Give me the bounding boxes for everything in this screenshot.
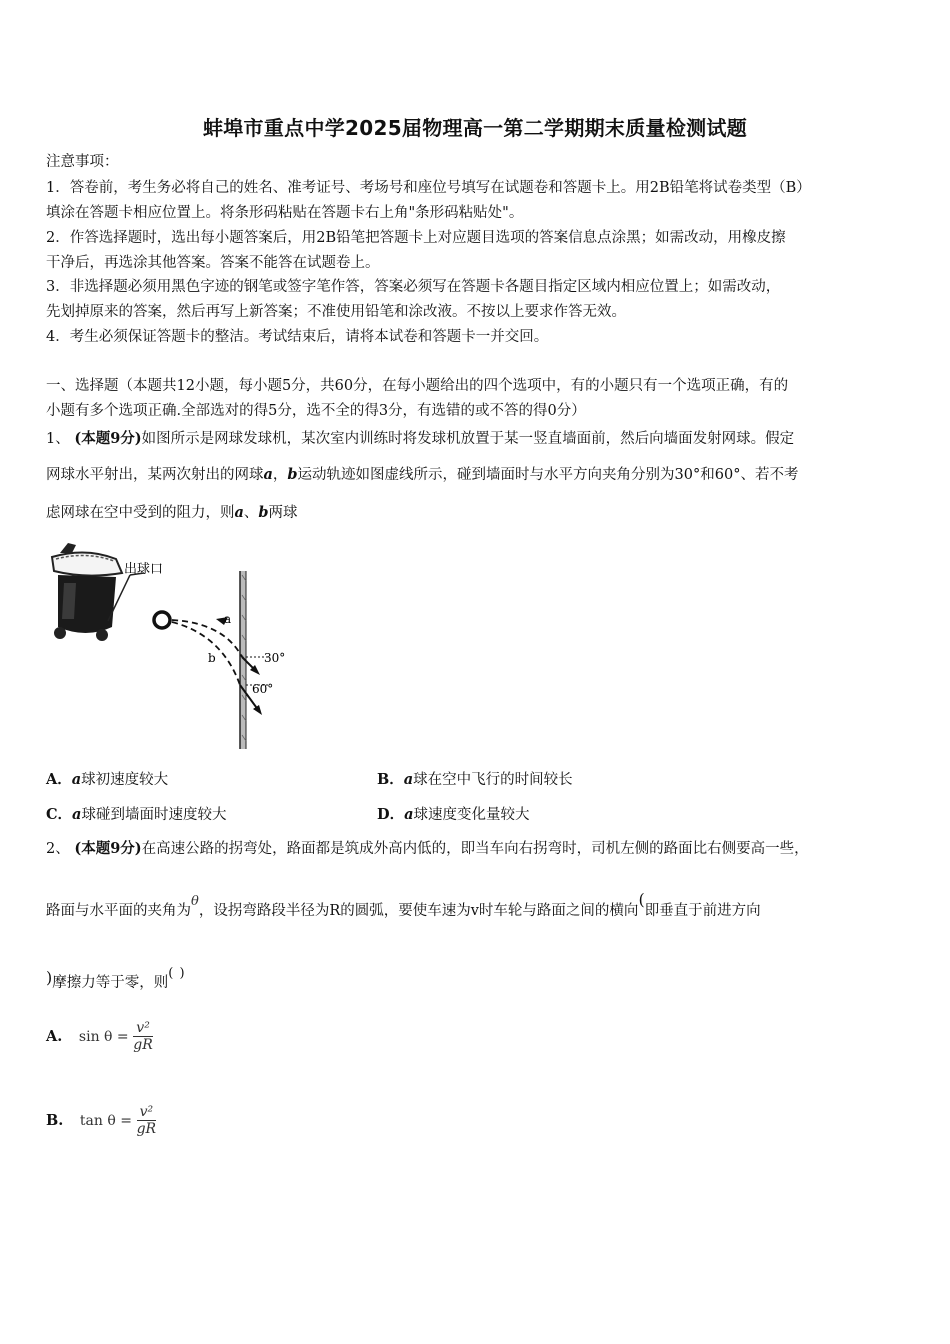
question-text: 在高速公路的拐弯处，路面都是筑成外高内低的，即当车向右拐弯时，司机左侧的路面比右侧要高一些， xyxy=(141,841,809,857)
paren: ( xyxy=(638,890,645,909)
var-b: b xyxy=(287,466,298,483)
question-text: 虑网球在空中受到的阻力，则 xyxy=(46,505,235,521)
notice-line: 2．作答选择题时，选出每小题答案后，用2B铅笔把答题卡上对应题目选项的答案信息点涂黑；如需改动，用橡皮擦 xyxy=(46,230,786,246)
question-text: 两球 xyxy=(268,505,298,521)
denominator: gR xyxy=(136,1121,157,1137)
option-label: B. xyxy=(46,1112,64,1129)
var-a: a xyxy=(263,466,273,483)
punct: 、 xyxy=(243,505,259,521)
fraction xyxy=(133,1020,153,1053)
option-label: B． xyxy=(377,771,404,788)
numerator: v² xyxy=(137,1104,157,1121)
question-text: 如图所示是网球发球机，某次室内训练时将发球机放置于某一竖直墙面前，然后向墙面发射网球。假定 xyxy=(141,431,795,447)
question-text: ，设拐弯路段半径为R的圆弧，要使车速为v时车轮与路面之间的横向 xyxy=(198,903,639,919)
question-text: 运动轨迹如图虚线所示，碰到墙面时与水平方向夹角分别为30°和60°、若不考 xyxy=(297,467,799,483)
section-heading: 一、选择题（本题共12小题，每小题5分，共60分，在每小题给出的四个选项中，有的小题只有一个选项正确，有的 xyxy=(46,378,789,394)
label-a: a xyxy=(224,612,232,626)
option-b[interactable] xyxy=(377,768,573,789)
formula-lhs: tan θ = xyxy=(79,1112,132,1129)
question-1-line-1 xyxy=(46,427,794,448)
question-2-line-1 xyxy=(46,837,809,858)
option-text: 球在空中飞行的时间较长 xyxy=(413,772,573,788)
var-a: a xyxy=(71,771,82,788)
question-score: (本题9分) xyxy=(74,840,142,857)
angle-60-label: 60° xyxy=(252,682,274,696)
question-text: 摩擦力等于零，则 xyxy=(52,975,169,991)
angle-30-label: 30° xyxy=(264,651,286,665)
question-number: 1、 xyxy=(46,431,70,447)
question-1-line-2 xyxy=(46,463,798,484)
formula-lhs: sin θ = xyxy=(78,1028,129,1045)
outlet-label: 出球口 xyxy=(124,562,164,577)
var-a: a xyxy=(72,806,82,823)
notice-heading: 注意事项： xyxy=(46,154,119,170)
answer-blank: ( ) xyxy=(168,966,186,981)
option-c[interactable] xyxy=(46,803,226,824)
notice-line: 干净后，再选涂其他答案。答案不能答在试题卷上。 xyxy=(46,255,380,271)
notice-line: 1．答卷前，考生务必将自己的姓名、准考证号、考场号和座位号填写在试题卷和答题卡上。用2B铅笔将试卷类型（B） xyxy=(46,180,811,196)
option-label: A. xyxy=(46,1028,63,1045)
tennis-launcher-figure xyxy=(46,535,306,755)
var-a: a xyxy=(234,504,244,521)
option-text: 球碰到墙面时速度较大 xyxy=(81,807,227,823)
question-2-line-2 xyxy=(46,890,761,920)
label-b: b xyxy=(208,651,216,665)
option-text: 球初速度较大 xyxy=(81,772,169,788)
question-score: (本题9分) xyxy=(74,430,142,447)
denominator: gR xyxy=(133,1037,153,1053)
trajectory-b xyxy=(172,622,240,685)
option-a[interactable] xyxy=(46,768,168,789)
option-text: 球速度变化量较大 xyxy=(413,807,530,823)
ball-outlet xyxy=(154,612,170,628)
notice-line: 4．考生必须保证答题卡的整洁。考试结束后，请将本试卷和答题卡一并交回。 xyxy=(46,329,549,345)
var-b: b xyxy=(258,504,269,521)
punct: ， xyxy=(272,467,288,483)
paren: ) xyxy=(46,968,53,987)
fraction xyxy=(137,1104,157,1137)
question-text: 即垂直于前进方向 xyxy=(644,903,761,919)
notice-line: 填涂在答题卡相应位置上。将条形码粘贴在答题卡右上角"条形码粘贴处"。 xyxy=(46,205,524,221)
option-a[interactable] xyxy=(46,1020,153,1053)
page-title: 蚌埠市重点中学2025届物理高一第二学期期末质量检测试题 xyxy=(202,116,748,140)
var-a: a xyxy=(404,806,414,823)
section-heading-cont: 小题有多个选项正确.全部选对的得5分，选不全的得3分，有选错的或不答的得0分） xyxy=(46,403,586,419)
numerator: v² xyxy=(133,1020,153,1037)
question-number: 2、 xyxy=(46,841,70,857)
var-a: a xyxy=(403,771,414,788)
ball-machine-illustration xyxy=(52,543,144,641)
option-label: A． xyxy=(46,771,72,788)
option-label: C． xyxy=(46,806,73,823)
option-b[interactable] xyxy=(46,1104,156,1137)
question-2-line-3 xyxy=(46,966,186,992)
option-label: D． xyxy=(377,806,405,823)
question-text: 路面与水平面的夹角为 xyxy=(46,903,191,919)
question-text: 网球水平射出，某两次射出的网球 xyxy=(46,467,264,483)
option-d[interactable] xyxy=(377,803,529,824)
notice-line: 3．非选择题必须用黑色字迹的钢笔或签字笔作答，答案必须写在答题卡各题目指定区域内相应位置上；如需改动， xyxy=(46,279,781,295)
notice-line: 先划掉原来的答案，然后再写上新答案；不准使用铅笔和涂改液。不按以上要求作答无效。 xyxy=(46,304,626,320)
question-1-line-3 xyxy=(46,501,298,522)
theta-symbol: θ xyxy=(191,894,199,909)
